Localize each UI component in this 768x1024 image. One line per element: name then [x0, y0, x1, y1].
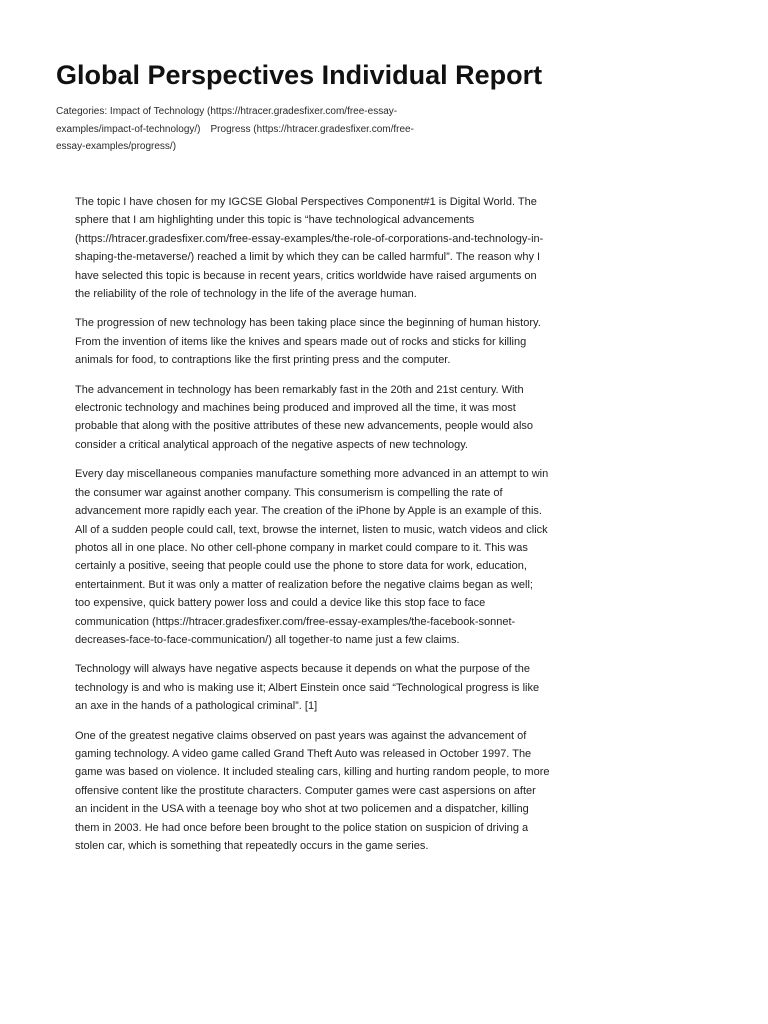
category-link-progress[interactable]: Progress (https://htracer.gradesfixer.com/free-essay-examples/progress/)	[56, 123, 414, 152]
category-link-impact-of-technology[interactable]: Impact of Technology (https://htracer.gradesfixer.com/free-essay-examples/impact-of-technology/)	[56, 106, 398, 135]
paragraph-3: The advancement in technology has been remarkably fast in the 20th and 21st century. With electronic technology and machines being produced and improved all the time, it was most probable that along with the positive attributes of these new advancements, people would also consider a critical analytical approach of the negative aspects of new technology.	[75, 383, 534, 451]
article-body	[75, 193, 550, 866]
paragraph-4: Every day miscellaneous companies manufacture something more advanced in an attempt to win the consumer war against another company. This consumerism is compelling the rate of advancement more rapidly each year. The creation of the iPhone by Apple is an example of this. All of a sudden people could call, text, browse the internet, listen to music, watch videos and click photos all in one place. No other cell-phone company in market could compare to it. This was certainly a positive, seeing that people could use the phone to store data for work, education, entertainment. But it was only a matter of realization before the negative claims began as well; too expensive, quick battery power loss and could a device like this stop face to face communication (https://htracer.gradesfixer.com/free-essay-examples/the-facebook-sonnet-decreases-face-to-face-communication/) all together-to name just a few claims.	[75, 468, 549, 646]
categories-line	[56, 103, 416, 156]
paragraph-6: One of the greatest negative claims observed on past years was against the advancement of gaming technology. A video game called Grand Theft Auto was released in October 1997. The game was based on violence. It included stealing cars, killing and hurting random people, to more offensive content like the prostitute characters. Computer games were cast aspersions on after an incident in the USA with a teenage boy who shot at two policemen and a dispatcher, killing them in 2003. He had once before been brought to the police station on suspicion of driving a stolen car, which is something that repeatedly occurs in the game series.	[75, 729, 550, 852]
paragraph-1: The topic I have chosen for my IGCSE Global Perspectives Component#1 is Digital World. The sphere that I am highlighting under this topic is “have technological advancements (https://htracer.gradesfixer.com/free-essay-examples/the-role-of-corporations-and-technology-in-shaping-the-metaverse/) reached a limit by which they can be called harmful”. The reason why I have selected this topic is because in recent years, critics worldwide have raised arguments on the reliability of the role of technology in the life of the average human.	[75, 196, 544, 301]
categories-prefix: Categories:	[56, 106, 108, 117]
paragraph-2: The progression of new technology has been taking place since the beginning of human history. From the invention of items like the knives and spears made out of rocks and sticks for killing animals for food, to contraptions like the first printing press and the computer.	[75, 317, 541, 367]
page-title: Global Perspectives Individual Report	[56, 60, 543, 90]
paragraph-5: Technology will always have negative aspects because it depends on what the purpose of the technology is and who is making use it; Albert Einstein once said “Technological progress is like an axe in the hands of a pathological criminal”. [1]	[75, 663, 540, 713]
